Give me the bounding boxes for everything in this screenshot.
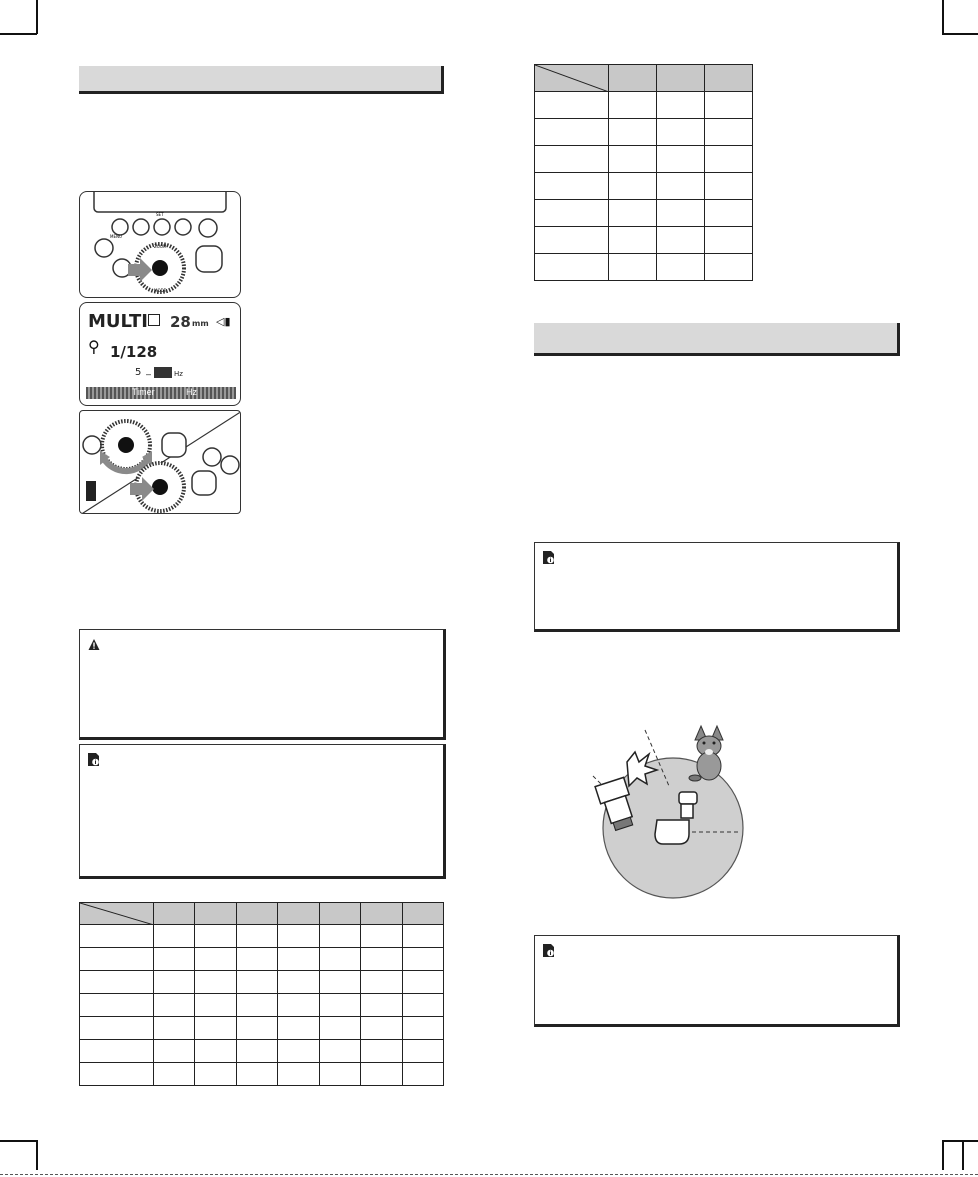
table-row (80, 1017, 444, 1040)
lcd-screen (79, 302, 241, 406)
crop-mark-bl-h (0, 1140, 37, 1142)
softkey-hz: Hz (186, 387, 197, 397)
lcd-softkey-bar (86, 387, 236, 399)
left-table-header (195, 903, 236, 925)
lcd-freq-unit: Hz (174, 370, 183, 378)
lcd-freq-highlight (154, 367, 172, 378)
table-row (80, 925, 444, 948)
left-table (79, 902, 444, 1086)
crop-mark-br-v (942, 1140, 944, 1170)
left-table-header (319, 903, 360, 925)
crop-mark-br-v2 (962, 1140, 964, 1170)
info-note-icon (543, 944, 555, 957)
crop-mark-br-h (942, 1140, 978, 1142)
left-table-header (236, 903, 277, 925)
lcd-zoom-unit: mm (192, 319, 209, 328)
lcd-zoom-value: 28 (170, 313, 191, 331)
table-row (80, 1040, 444, 1063)
group-icon: ⚲ (88, 339, 100, 356)
info-note-icon (88, 753, 100, 766)
zoom-label: ZOOM (154, 244, 167, 249)
table-row (535, 200, 753, 227)
left-section-header (79, 66, 444, 94)
crop-mark-tl-h (0, 33, 37, 35)
note-box-right-upper (534, 542, 900, 632)
table-row (80, 948, 444, 971)
left-table-header (278, 903, 319, 925)
note-box-left (79, 744, 446, 879)
dial-rotate-illustration (79, 410, 241, 514)
left-table-corner (80, 903, 154, 925)
table-row (80, 994, 444, 1017)
table-row (535, 146, 753, 173)
crop-mark-tl-v (36, 0, 38, 34)
caution-box (79, 629, 446, 740)
info-note-icon (543, 551, 555, 564)
lcd-power: 1/128 (110, 343, 158, 361)
wireless-range-illustration (585, 722, 755, 904)
right-table-corner (535, 65, 609, 92)
right-table-header (609, 65, 657, 92)
table-row (535, 227, 753, 254)
left-table-header (154, 903, 195, 925)
right-table-header (705, 65, 753, 92)
lcd-count: 5 (135, 367, 142, 378)
sound-battery-icon: ◁▮ (216, 316, 231, 328)
warning-triangle-icon (88, 638, 100, 651)
table-row (535, 119, 753, 146)
lcd-mode: MULTI (88, 311, 148, 332)
table-row (535, 254, 753, 281)
table-row (80, 971, 444, 994)
right-table-header (657, 65, 705, 92)
left-table-header (361, 903, 402, 925)
crop-mark-bl-v (36, 1140, 38, 1170)
table-row (535, 173, 753, 200)
note-box-right-lower (534, 935, 900, 1027)
crop-mark-tr-h (942, 33, 978, 35)
flash-panel-illustration (79, 191, 241, 298)
right-table (534, 64, 753, 281)
table-row (80, 1063, 444, 1086)
lcd-mode-icon (148, 314, 160, 326)
left-table-header (402, 903, 443, 925)
softkey-timer: Timer (132, 387, 155, 397)
mode-label: MODE (154, 288, 167, 293)
trim-line (0, 1174, 978, 1175)
set-label: SET (156, 212, 164, 217)
table-row (535, 92, 753, 119)
menu-label: MENU (110, 234, 122, 239)
crop-mark-tr-v (942, 0, 944, 34)
lcd-dash: – (146, 369, 152, 379)
right-section-header (534, 323, 900, 356)
